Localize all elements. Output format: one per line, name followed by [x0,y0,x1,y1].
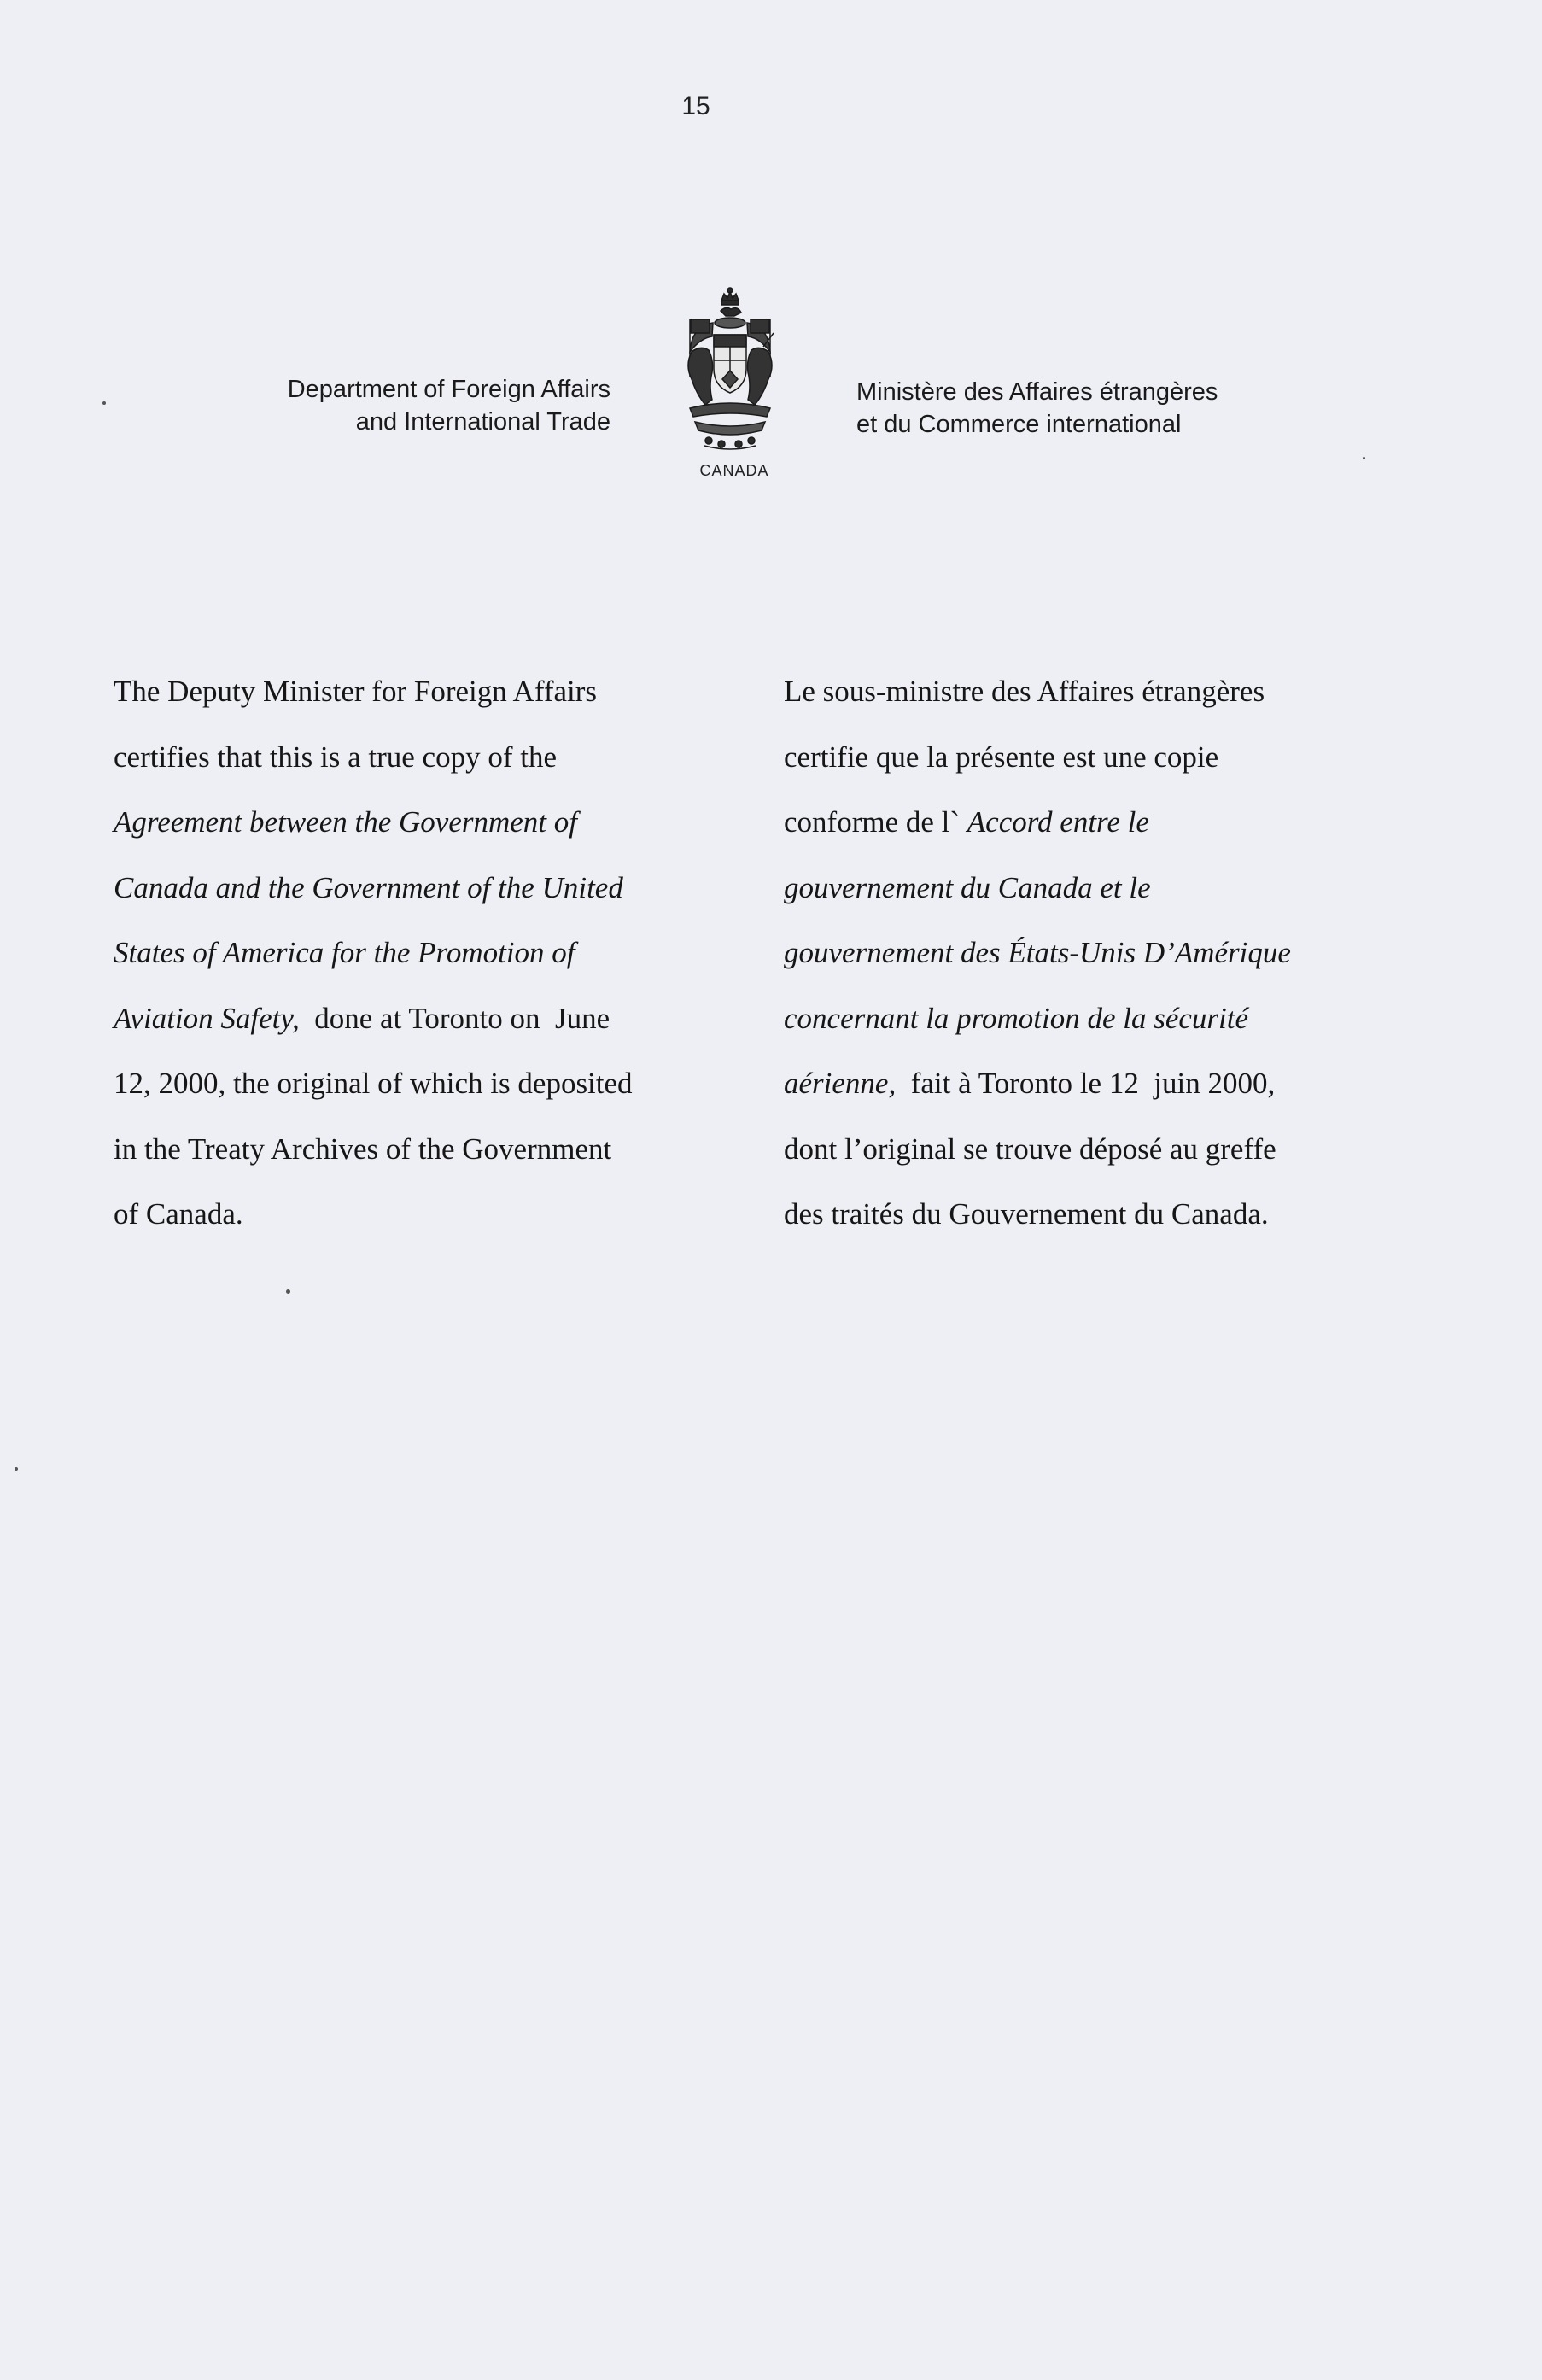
en-line-3: Agreement between the Government of [114,805,577,839]
department-fr-line-2: et du Commerce international [856,411,1182,438]
department-name-french [856,376,1369,441]
certification-text-french [784,659,1381,1248]
fr-line-3 [784,790,1381,856]
fr-line-6: concernant la promotion de la sécurité [784,1001,1249,1035]
department-name-english [171,373,610,438]
scan-speck [102,401,106,405]
fr-line-9: des traités du Gouvernement du Canada. [784,1197,1269,1231]
scan-speck [15,1467,18,1471]
department-en-line-2: and International Trade [355,408,610,436]
fr-line-3-italic: Accord entre le [967,805,1149,839]
crest-label: CANADA [699,462,769,479]
en-line-5: States of America for the Promotion of [114,936,575,969]
en-line-6-italic: Aviation Safety, [114,1001,300,1035]
en-line-6 [114,986,711,1052]
canada-coat-of-arms-icon [675,284,786,454]
fr-line-8: dont l’original se trouve déposé au greffe [784,1132,1276,1166]
fr-line-3-plain: conforme de l` [784,805,967,839]
en-line-6-rest: done at Toronto on June [299,1001,610,1035]
en-line-7: 12, 2000, the original of which is deposited [114,1067,633,1100]
certification-text-english [114,659,711,1248]
en-line-1: The Deputy Minister for Foreign Affairs [114,675,598,708]
fr-line-5: gouvernement des États-Unis D’Amérique [784,936,1291,969]
fr-line-2: certifie que la présente est une copie [784,740,1219,774]
fr-line-7-rest: fait à Toronto le 12 juin 2000, [896,1067,1276,1100]
fr-line-7-italic: aérienne, [784,1067,897,1100]
scan-speck [286,1289,290,1294]
fr-line-1: Le sous-ministre des Affaires étrangères [784,675,1265,708]
en-line-8: in the Treaty Archives of the Government [114,1132,612,1166]
fr-line-4: gouvernement du Canada et le [784,870,1151,904]
fr-line-7 [784,1051,1381,1117]
en-line-2: certifies that this is a true copy of the [114,740,558,774]
en-line-9: of Canada. [114,1197,243,1231]
department-en-line-1: Department of Foreign Affairs [287,376,610,403]
en-line-4: Canada and the Government of the United [114,870,623,904]
scan-speck [1363,457,1365,459]
page-number: 15 [681,92,710,120]
department-fr-line-1: Ministère des Affaires étrangères [856,378,1218,406]
